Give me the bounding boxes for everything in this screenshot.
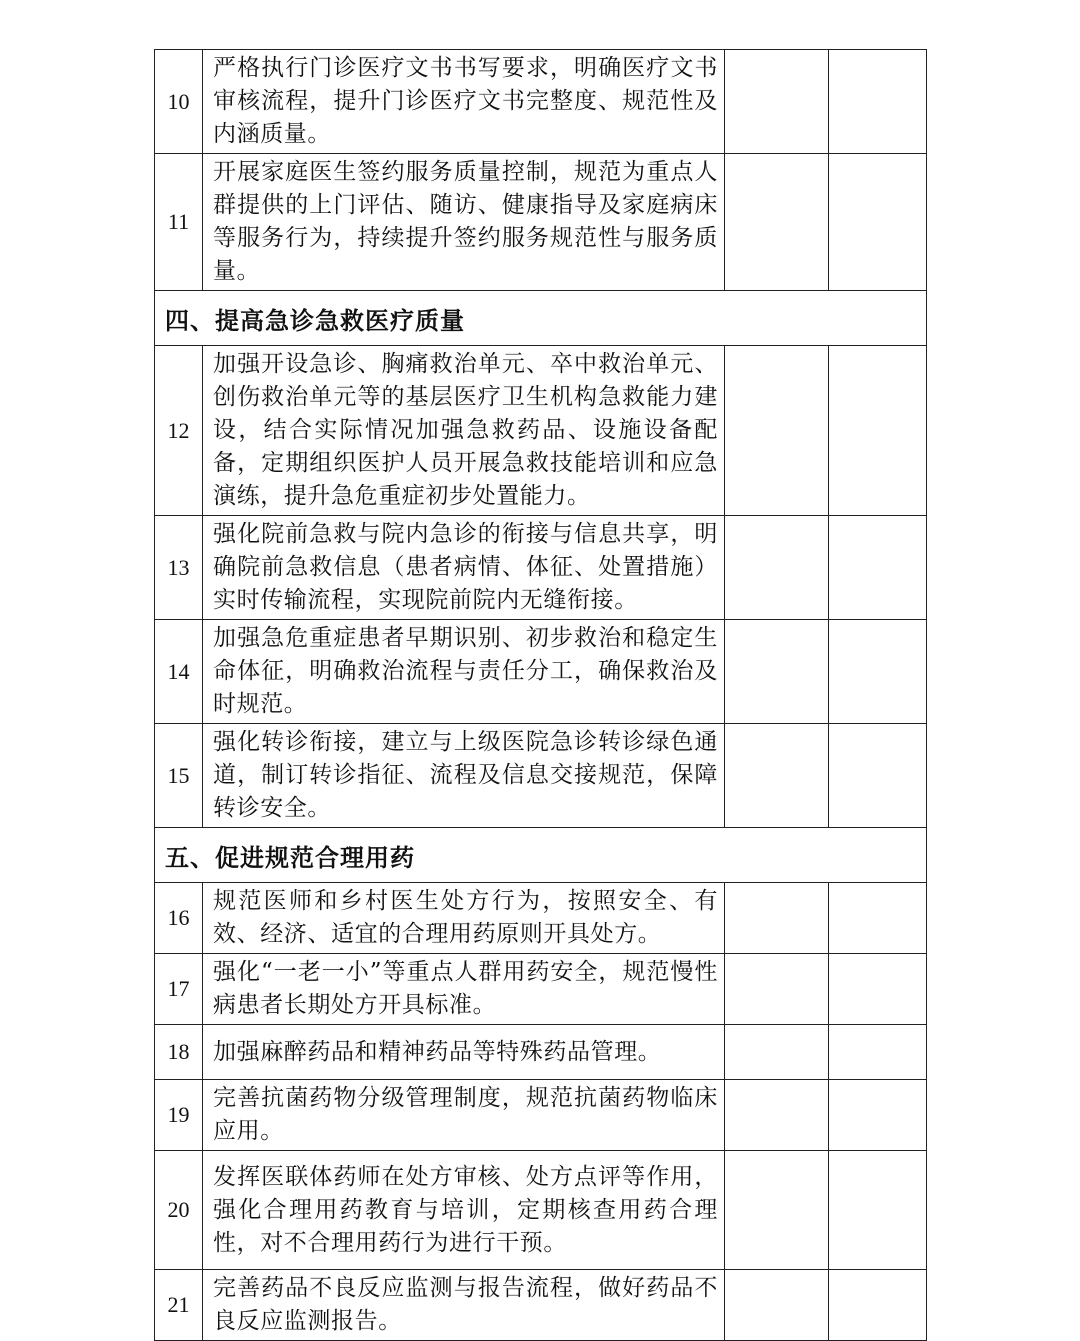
item-content: 严格执行门诊医疗文书书写要求，明确医疗文书审核流程，提升门诊医疗文书完整度、规范性及内涵质量。 bbox=[203, 50, 725, 154]
blank-cell bbox=[725, 620, 829, 724]
item-content: 完善抗菌药物分级管理制度，规范抗菌药物临床应用。 bbox=[203, 1080, 725, 1151]
table-row bbox=[155, 724, 927, 828]
blank-cell bbox=[725, 724, 829, 828]
section-heading: 五、促进规范合理用药 bbox=[155, 828, 927, 883]
row-number: 20 bbox=[155, 1151, 203, 1270]
item-content: 强化转诊衔接，建立与上级医院急诊转诊绿色通道，制订转诊指征、流程及信息交接规范，保障转诊安全。 bbox=[203, 724, 725, 828]
blank-cell bbox=[829, 154, 927, 291]
row-number: 13 bbox=[155, 516, 203, 620]
table-row bbox=[155, 954, 927, 1025]
table-row bbox=[155, 50, 927, 154]
table-row bbox=[155, 883, 927, 954]
row-number: 19 bbox=[155, 1080, 203, 1151]
blank-cell bbox=[829, 346, 927, 516]
blank-cell bbox=[829, 883, 927, 954]
item-content: 强化“一老一小”等重点人群用药安全，规范慢性病患者长期处方开具标准。 bbox=[203, 954, 725, 1025]
blank-cell bbox=[725, 346, 829, 516]
row-number: 12 bbox=[155, 346, 203, 516]
item-content: 完善药品不良反应监测与报告流程，做好药品不良反应监测报告。 bbox=[203, 1270, 725, 1341]
blank-cell bbox=[829, 724, 927, 828]
blank-cell bbox=[829, 620, 927, 724]
row-number: 15 bbox=[155, 724, 203, 828]
item-content: 发挥医联体药师在处方审核、处方点评等作用，强化合理用药教育与培训，定期核查用药合理性，对不合理用药行为进行干预。 bbox=[203, 1151, 725, 1270]
row-number: 11 bbox=[155, 154, 203, 291]
blank-cell bbox=[829, 516, 927, 620]
item-content: 开展家庭医生签约服务质量控制，规范为重点人群提供的上门评估、随访、健康指导及家庭病床等服务行为，持续提升签约服务规范性与服务质量。 bbox=[203, 154, 725, 291]
item-content: 加强急危重症患者早期识别、初步救治和稳定生命体征，明确救治流程与责任分工，确保救治及时规范。 bbox=[203, 620, 725, 724]
item-content: 加强麻醉药品和精神药品等特殊药品管理。 bbox=[203, 1025, 725, 1080]
blank-cell bbox=[829, 50, 927, 154]
blank-cell bbox=[725, 1080, 829, 1151]
blank-cell bbox=[829, 954, 927, 1025]
row-number: 18 bbox=[155, 1025, 203, 1080]
blank-cell bbox=[725, 1270, 829, 1341]
blank-cell bbox=[725, 883, 829, 954]
blank-cell bbox=[829, 1025, 927, 1080]
table-row bbox=[155, 620, 927, 724]
table-row bbox=[155, 346, 927, 516]
table-row bbox=[155, 1025, 927, 1080]
blank-cell bbox=[725, 954, 829, 1025]
row-number: 17 bbox=[155, 954, 203, 1025]
quality-checklist-table bbox=[154, 49, 927, 1341]
blank-cell bbox=[725, 1025, 829, 1080]
blank-cell bbox=[725, 154, 829, 291]
table-row bbox=[155, 1080, 927, 1151]
row-number: 16 bbox=[155, 883, 203, 954]
blank-cell bbox=[725, 50, 829, 154]
table-row bbox=[155, 516, 927, 620]
blank-cell bbox=[829, 1151, 927, 1270]
row-number: 21 bbox=[155, 1270, 203, 1341]
item-content: 强化院前急救与院内急诊的衔接与信息共享，明确院前急救信息（患者病情、体征、处置措施）实时传输流程，实现院前院内无缝衔接。 bbox=[203, 516, 725, 620]
table-row bbox=[155, 1151, 927, 1270]
table-row bbox=[155, 1270, 927, 1341]
row-number: 10 bbox=[155, 50, 203, 154]
item-content: 加强开设急诊、胸痛救治单元、卒中救治单元、创伤救治单元等的基层医疗卫生机构急救能力建设，结合实际情况加强急救药品、设施设备配备，定期组织医护人员开展急救技能培训和应急演练，提升急危重症初步处置能力。 bbox=[203, 346, 725, 516]
item-content: 规范医师和乡村医生处方行为，按照安全、有效、经济、适宜的合理用药原则开具处方。 bbox=[203, 883, 725, 954]
section-row bbox=[155, 291, 927, 346]
section-row bbox=[155, 828, 927, 883]
blank-cell bbox=[829, 1080, 927, 1151]
section-heading: 四、提高急诊急救医疗质量 bbox=[155, 291, 927, 346]
blank-cell bbox=[725, 1151, 829, 1270]
table-row bbox=[155, 154, 927, 291]
row-number: 14 bbox=[155, 620, 203, 724]
blank-cell bbox=[725, 516, 829, 620]
blank-cell bbox=[829, 1270, 927, 1341]
